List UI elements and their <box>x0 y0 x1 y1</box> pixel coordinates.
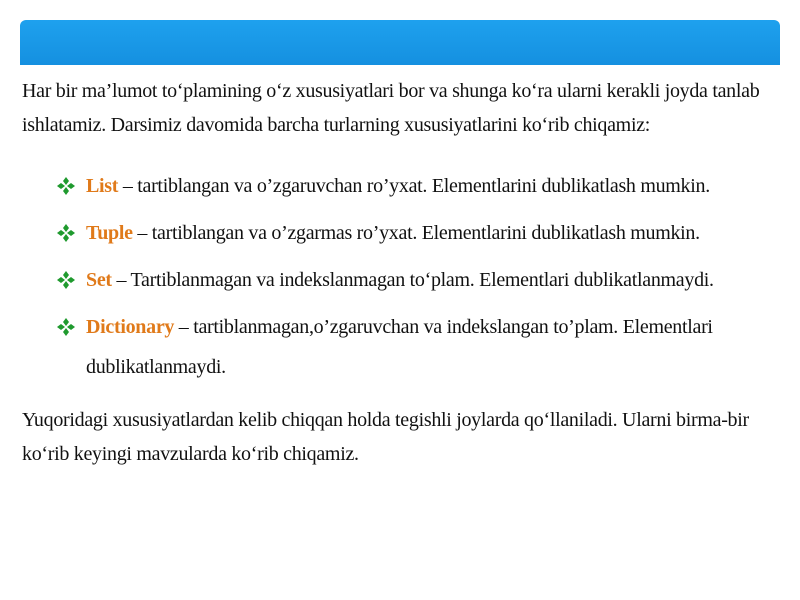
four-diamond-bullet-icon <box>56 317 76 337</box>
slide-content <box>22 74 774 471</box>
four-diamond-bullet-icon <box>56 176 76 196</box>
term-description: – tartiblangan va o’zgaruvchan ro’yxat. Elementlarini dublikatlash mumkin. <box>118 175 710 197</box>
four-diamond-bullet-icon <box>56 223 76 243</box>
term-description-continued: dublikatlanmaydi. <box>86 356 226 378</box>
term-label: Tuple <box>86 222 133 244</box>
term-description: – Tartiblanmagan va indekslanmagan to‘plam. Elementlari dublikatlanmaydi. <box>111 269 714 291</box>
outro-paragraph: Yuqoridagi xususiyatlardan kelib chiqqan holda tegishli joylarda qo‘llaniladi. Ularni birma-bir ko‘rib keyingi mavzularda ko‘rib chiqamiz. <box>22 409 749 465</box>
list-item-dictionary <box>22 307 774 387</box>
list-item-list <box>22 166 774 206</box>
term-description: – tartiblanmagan,o’zgaruvchan va indekslangan to’plam. Elementlari <box>174 316 713 338</box>
intro-paragraph: Har bir ma’lumot to‘plamining o‘z xususiyatlari bor va shunga ko‘ra ularni kerakli joyda tanlab ishlatamiz. Darsimiz davomida barcha turlarning xususiyatlarini ko‘rib chiqamiz: <box>22 80 760 136</box>
four-diamond-bullet-icon <box>56 270 76 290</box>
term-label: List <box>86 175 119 197</box>
header-banner <box>20 20 780 65</box>
term-label: Dictionary <box>86 316 175 338</box>
list-item-set <box>22 260 774 300</box>
term-label: Set <box>86 269 112 291</box>
term-description: – tartiblangan va o’zgarmas ro’yxat. Elementlarini dublikatlash mumkin. <box>132 222 700 244</box>
data-types-list <box>22 166 774 387</box>
list-item-tuple <box>22 213 774 253</box>
